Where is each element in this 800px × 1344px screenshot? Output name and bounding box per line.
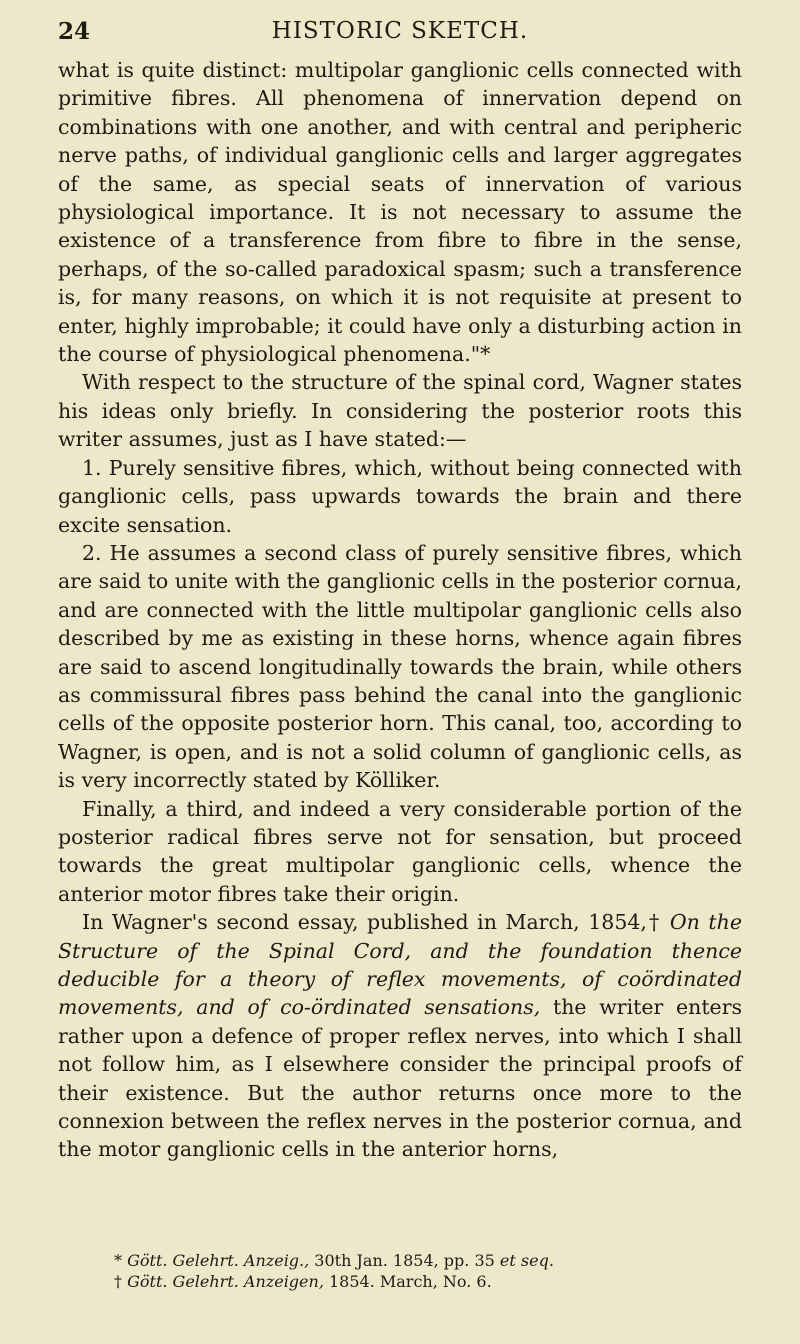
paragraph: 2. He assumes a second class of purely sensitive fibres, which are said to unite with the ganglionic cells in the posterior cornua, and are connected with the little multipolar ganglionic cells also described by me as existing in these horns, whence again fibres are said to ascend longitudinally towards the brain, while others as commissural fibres pass behind the canal into the ganglionic cells of the opposite posterior horn. This canal, too, according to Wagner, is open, and is not a solid column of ganglionic cells, as is very incorrectly stated by Kölliker. — [58, 540, 742, 793]
paragraph: Finally, a third, and indeed a very considerable portion of the posterior radical fibres serve not for sensation, but proceed towards the great multipolar ganglionic cells, whence the anterior motor fibres take their origin. — [58, 796, 742, 906]
paragraph-rest: the writer enters rather upon a defence of proper reflex nerves, into which I shall not follow him, as I elsewhere consider the principal proofs of their existence. But the author returns once more to the connexion between the reflex nerves in the posterior cornua, and the motor ganglionic cells in the anterior horns, — [58, 995, 743, 1162]
footnote-mark: * — [114, 1251, 128, 1270]
paragraph: 1. Purely sensitive fibres, which, without being connected with ganglionic cells, pass upwards towards the brain and there excite sensation. — [58, 455, 742, 537]
footnote-source: Gött. Gelehrt. Anzeig., — [127, 1251, 310, 1270]
paragraph: With respect to the structure of the spinal cord, Wagner states his ideas only briefly. In considering the posterior roots this writer assumes, just as I have stated:— — [58, 370, 742, 452]
cited-title: On the Structure of the Spinal Cord, and the foundation thence deducible for a theory of reflex movements, of coördinated movements, and of co-ördinated sensations, — [58, 910, 742, 1020]
paragraph: what is quite distinct: multipolar ganglionic cells connected with primitive fibres. All phenomena of innervation depend on combinations with one another, and with central and peripheric nerve paths, of individual ganglionic cells and larger aggregates of the same, as special seats of innervation of various physiological importance. It is not necessary to assume the existence of a transference from fibre to fibre in the sense, perhaps, of the so-called paradoxical spasm; such a transference is, for many reasons, on which it is not requisite at present to enter, highly improbable; it could have only a disturbing action in the course of physiological phenomena."* — [58, 58, 742, 367]
footnote-text: 30th Jan. 1854, pp. 35 — [309, 1251, 500, 1270]
footnotes — [58, 1250, 742, 1292]
footnote-suffix: et seq. — [499, 1251, 554, 1270]
footnote-text: 1854. March, No. 6. — [323, 1272, 492, 1291]
page-number: 24 — [58, 18, 91, 45]
footnote-mark: † — [114, 1272, 128, 1291]
page-header — [58, 10, 742, 46]
footnote — [58, 1250, 742, 1271]
paragraph-lead: In Wagner's second essay, published in March, 1854,† — [82, 910, 670, 935]
running-title: HISTORIC SKETCH. — [271, 18, 529, 44]
body-text — [58, 56, 742, 1164]
paragraph — [58, 908, 742, 1164]
footnote-source: Gött. Gelehrt. Anzeigen, — [127, 1272, 324, 1291]
footnote — [58, 1271, 742, 1292]
